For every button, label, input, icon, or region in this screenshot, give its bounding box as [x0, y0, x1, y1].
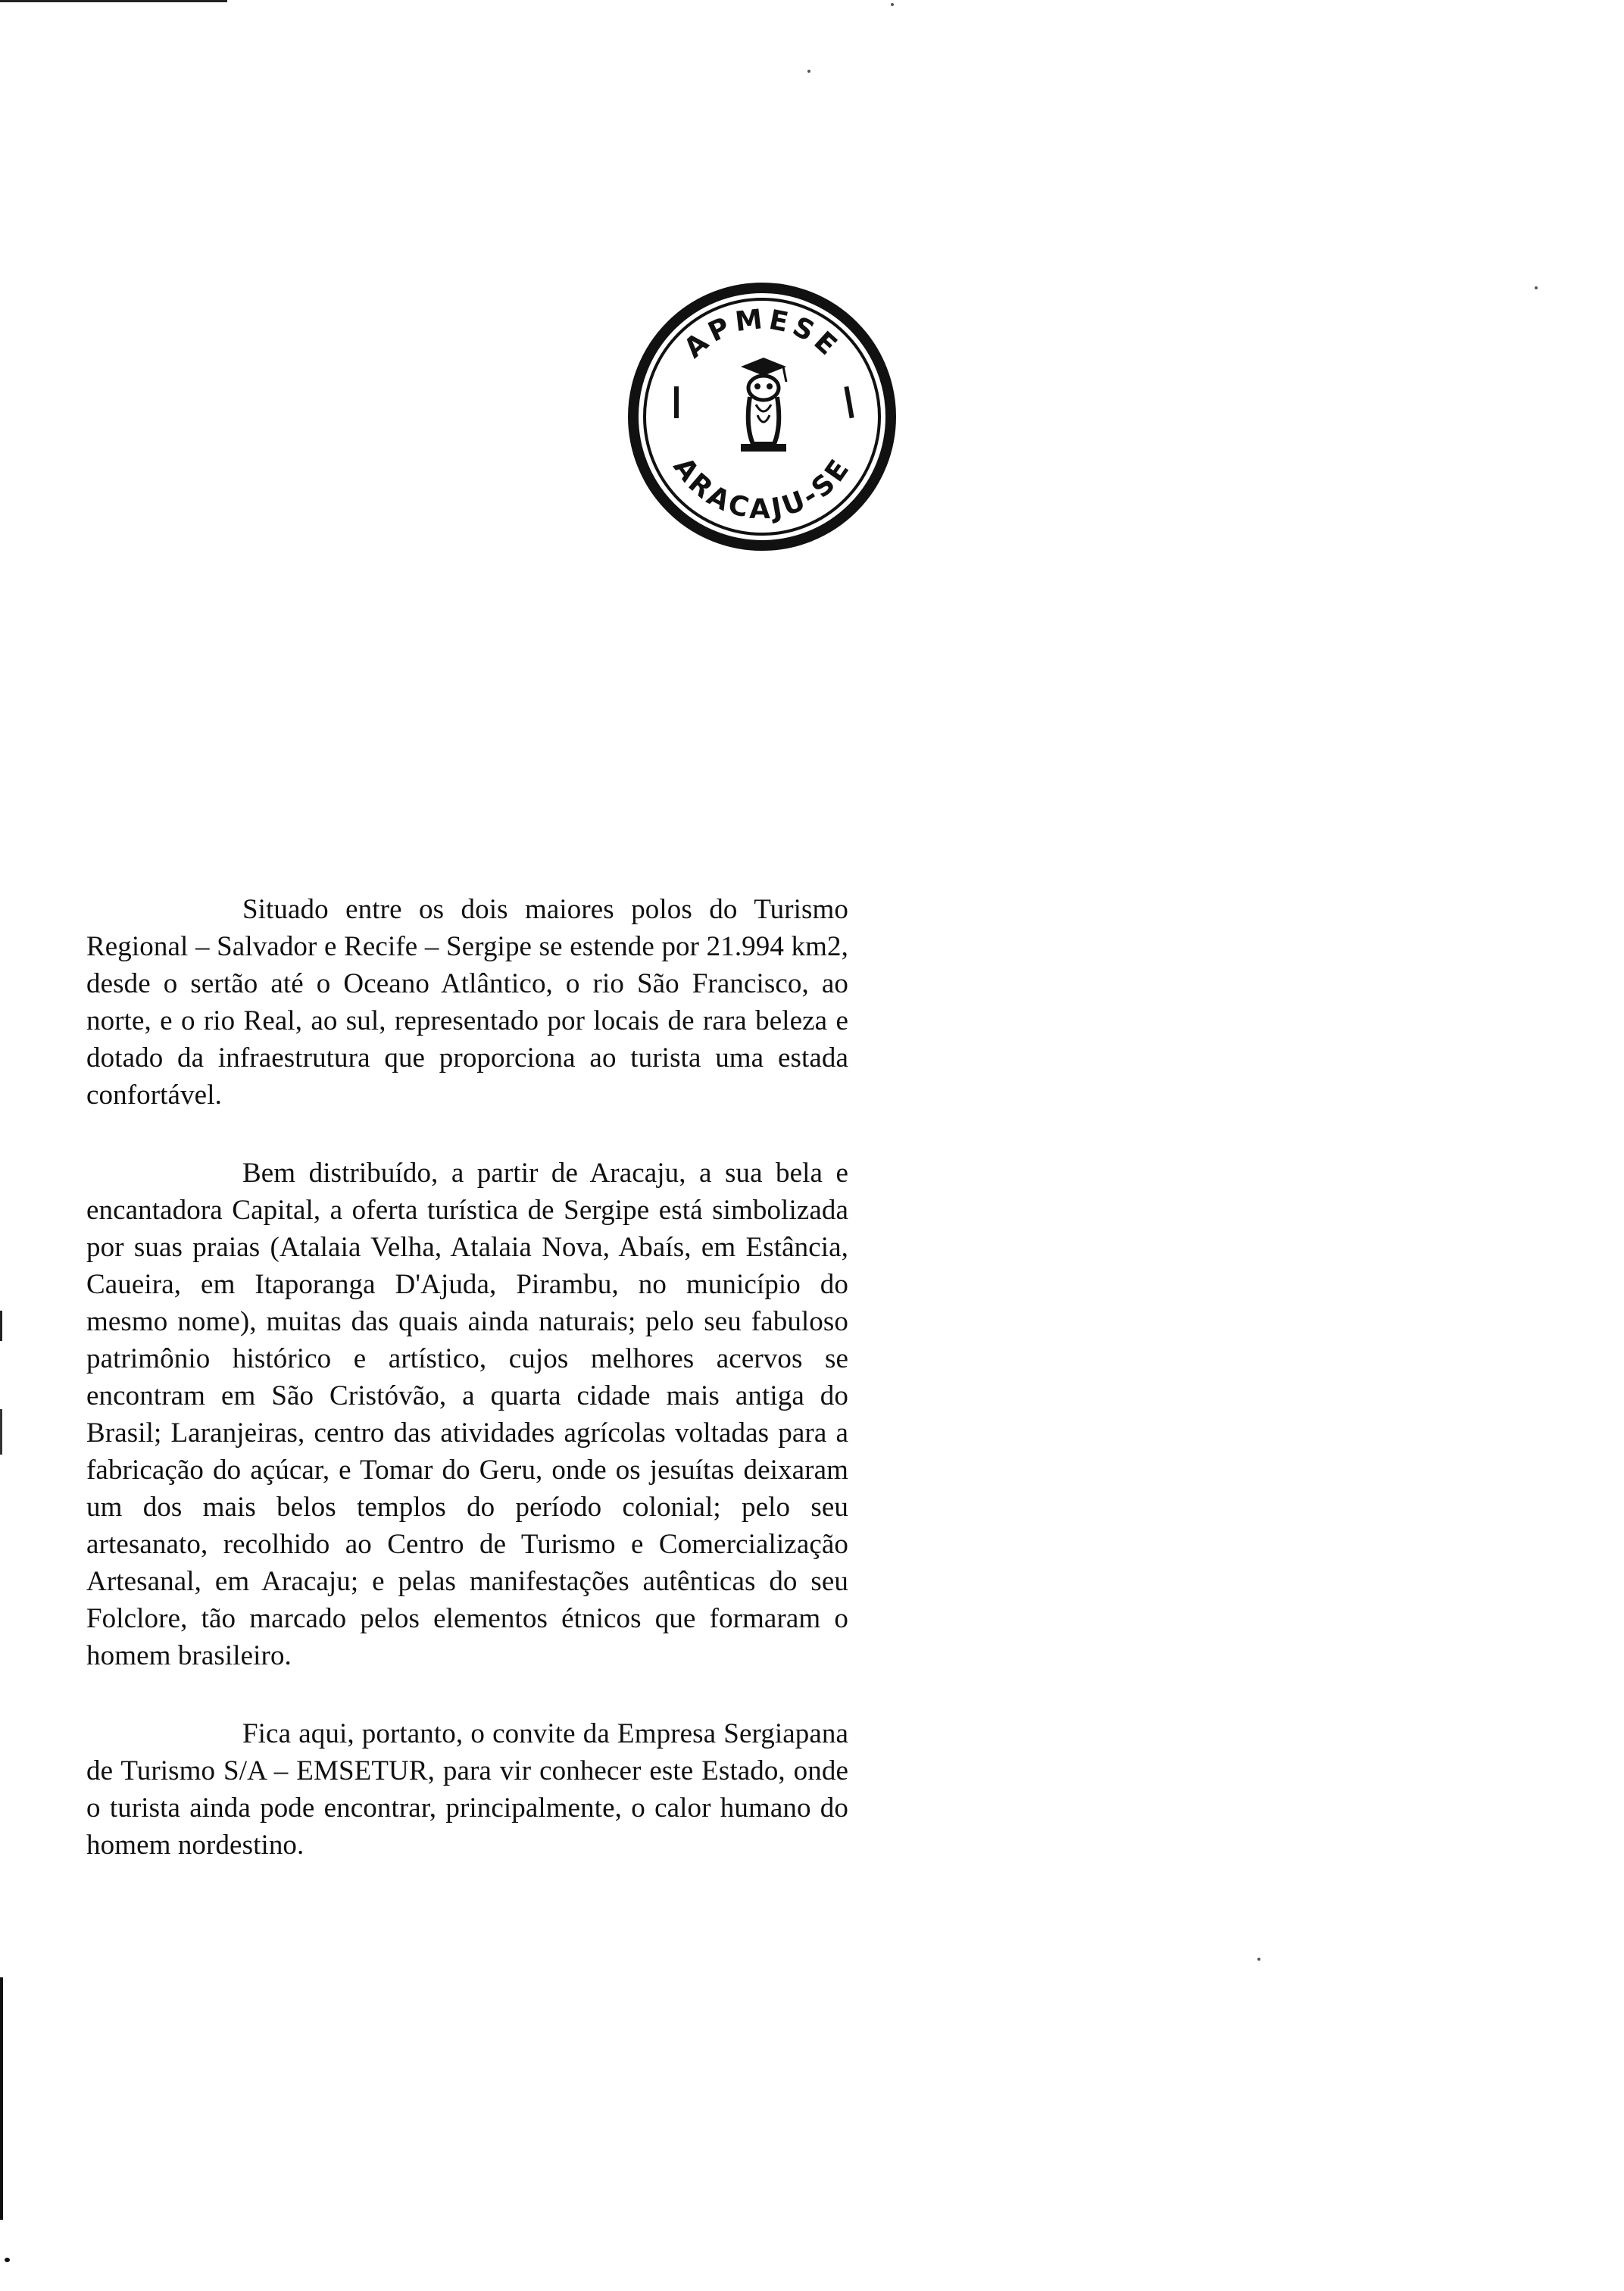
- document-body: [86, 891, 848, 1905]
- owl-with-graduation-cap-icon: [741, 358, 786, 452]
- scan-artifact-top-line: [0, 0, 227, 2]
- scan-artifact-left-mark: [0, 1311, 2, 1341]
- seal-top-text: APMESE: [678, 303, 846, 364]
- scan-artifact-dot: [1535, 286, 1538, 289]
- apmese-seal-stamp: [627, 282, 897, 552]
- paragraph-invitation: Fica aqui, portanto, o convite da Empresa Sergiapana de Turismo S/A – EMSETUR, para vir conhecer este Estado, onde o turista ainda pode encontrar, principalmente, o calor humano do homem nordestino.: [86, 1718, 848, 1861]
- seal-right-divider: [844, 386, 854, 418]
- scan-artifact-dot: [807, 70, 810, 73]
- paragraph-tourism-offer: Bem distribuído, a partir de Aracaju, a sua bela e encantadora Capital, a oferta turística de Sergipe está simbolizada por suas praias (Atalaia Velha, Atalaia Nova, Abaís, em Estância, Caueira, em Itaporanga D'Ajuda, Pirambu, no município do mesmo nome), muitas das quais ainda naturais; pelo seu fabuloso patrimônio histórico e artístico, cujos melhores acervos se encontram em São Cristóvão, a quarta cidade mais antiga do Brasil; Laranjeiras, centro das atividades agrícolas voltadas para a fabricação do açúcar, e Tomar do Geru, onde os jesuítas deixaram um dos mais belos templos do período colonial; pelo seu artesanato, recolhido ao Centro de Turismo e Comercialização Artesanal, em Aracaju; e pelas manifestações autênticas do seu Folclore, tão marcado pelos elementos étnicos que formaram o homem brasileiro.: [86, 1158, 848, 1671]
- scan-artifact-dot: [5, 2258, 10, 2262]
- scan-artifact-left-mark: [0, 1409, 2, 1455]
- paragraph-intro: Situado entre os dois maiores polos do Turismo Regional – Salvador e Recife – Sergipe se estende por 21.994 km2, desde o sertão até o Oceano Atlântico, o rio São Francisco, ao norte, e o rio Real, ao sul, representado por locais de rara beleza e dotado da infraestrutura que proporciona ao turista uma estada confortável.: [86, 894, 848, 1111]
- scan-artifact-left-bar: [0, 1977, 3, 2220]
- seal-graphic: [627, 282, 897, 552]
- scan-artifact-dot: [1257, 1958, 1260, 1961]
- seal-bottom-text: ARACAJU-SE: [667, 452, 857, 526]
- seal-left-divider: [674, 386, 679, 418]
- scan-artifact-dot: [891, 3, 894, 6]
